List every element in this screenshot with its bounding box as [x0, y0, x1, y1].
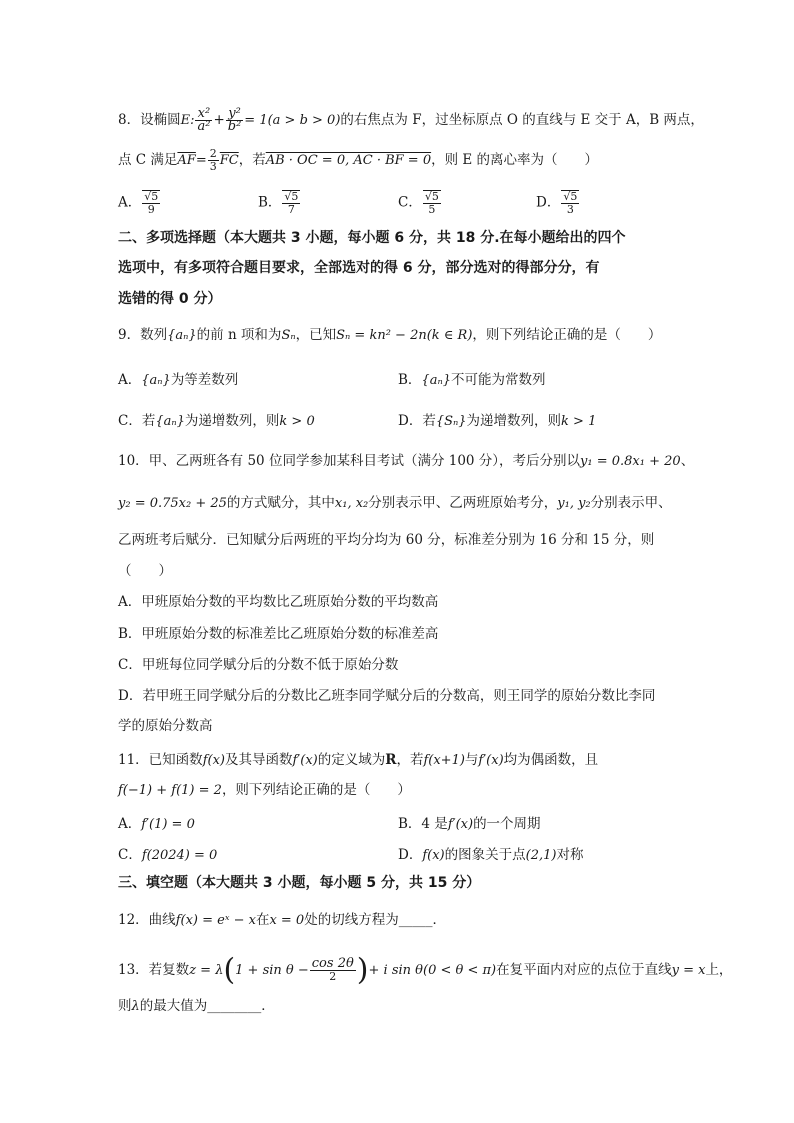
- q8-option-c: C． $\frac{√5}{5}$: [398, 190, 439, 216]
- q10-option-c: C．甲班每位同学赋分后的分数不低于原始分数: [118, 657, 399, 673]
- q9-stem: 9．数列{aₙ}的前 n 项和为Sₙ，已知Sₙ = kn² − 2n(k ∈ R)，则下列结论正确的是（ ）: [118, 327, 662, 343]
- q10-line-2: y₂ = 0.75x₂ + 25的方式赋分，其中x₁, x₂分别表示甲、乙两班原始考分，y₁, y₂分别表示甲、: [118, 495, 672, 511]
- q10-line-1: 10．甲、乙两班各有 50 位同学参加某科目考试（满分 100 分），考后分别以y₁ = 0.8x₁ + 20、: [118, 453, 695, 469]
- q11-line-1: 11．已知函数f(x)及其导函数f′(x)的定义域为R，若f(x+1)与f′(x)均为偶函数，且: [118, 752, 599, 768]
- section-2-heading-line-2: 选项中，有多项符合题目要求，全部选对的得 6 分，部分选对的得部分分，有: [118, 260, 600, 276]
- section-2-heading-line-3: 选错的得 0 分）: [118, 291, 222, 307]
- q9-option-a: A．{aₙ}为等差数列: [118, 372, 239, 388]
- q8-option-a: A． $\frac{√5}{9}$: [118, 190, 159, 216]
- q10-line-4: （ ）: [118, 563, 172, 579]
- fraction-y2-b2: $\frac{\text{y²}}{\text{b²}}$: [227, 106, 242, 134]
- fraction-x2-a2: $\frac{\text{x²}}{\text{a²}}$: [197, 106, 211, 134]
- q10-option-d-line-1: D．若甲班王同学赋分后的分数比乙班李同学赋分后的分数高，则王同学的原始分数比李同: [118, 688, 656, 704]
- q11-option-b: B．4 是f′(x)的一个周期: [398, 816, 541, 832]
- vector-af: $\overline{AF}$: [177, 153, 196, 168]
- q8-line-2: 点 C 满足$\overline{AF}=$ $\frac{2}{3}$ $\overline{FC}$，若AB · OC = 0, AC · BF = 0，则 E 的离心率为（ ）: [118, 147, 599, 173]
- q13-line-1: 13．若复数z = λ(1 + sin θ − $\frac{\cos 2\theta}{2}$ )+ i sin θ(0 < θ < π)在复平面内对应的点位于直线y = x上，: [118, 952, 733, 988]
- q8-option-b: B． $\frac{√5}{7}$: [258, 190, 299, 216]
- q11-line-2: f(−1) + f(1) = 2，则下列结论正确的是（ ）: [118, 782, 411, 798]
- q13-answer-blank[interactable]: ________: [207, 998, 262, 1014]
- q8-option-d: D． $\frac{√5}{3}$: [536, 190, 578, 216]
- q9-option-c: C．若{aₙ}为递增数列，则k > 0: [118, 413, 315, 429]
- section-3-heading: 三、填空题（本大题共 3 小题，每小题 5 分，共 15 分）: [118, 875, 481, 891]
- fraction-two-thirds: $\frac{2}{3}$: [209, 147, 217, 173]
- q11-option-c: C．f(2024) = 0: [118, 847, 218, 863]
- q9-option-d: D．若{Sₙ}为递增数列，则k > 1: [398, 413, 597, 429]
- q12-answer-blank[interactable]: _____: [398, 912, 433, 928]
- q8-number: 8．: [118, 112, 141, 128]
- q10-option-b: B．甲班原始分数的标准差比乙班原始分数的标准差高: [118, 626, 439, 642]
- q12-line: 12．曲线f(x) = eˣ − x在x = 0处的切线方程为_____．: [118, 912, 446, 928]
- q8-line-1: 8．设椭圆E: $\frac{\text{x²}}{\text{a²}}$ + $\frac{\text{y²}}{\text{b²}}$ = 1(a > b > 0)的右焦点为 F，过坐标原点 O 的直线与 E 交于 A，B 两点，: [118, 106, 704, 134]
- section-2-heading-line-1: 二、多项选择题（本大题共 3 小题，每小题 6 分，共 18 分.在每小题给出的四个: [118, 230, 626, 246]
- q10-option-d-line-2: 学的原始分数高: [118, 718, 213, 734]
- q9-option-b: B．{aₙ}不可能为常数列: [398, 372, 546, 388]
- q10-option-a: A．甲班原始分数的平均数比乙班原始分数的平均数高: [118, 594, 439, 610]
- q13-line-2: 则λ的最大值为________．: [118, 998, 275, 1014]
- q11-option-a: A．f′(1) = 0: [118, 816, 195, 832]
- vector-fc: $\overline{FC}$: [219, 153, 239, 168]
- q10-line-3: 乙两班考后赋分．已知赋分后两班的平均分均为 60 分，标准差分别为 16 分和 15 分，则: [118, 532, 655, 548]
- q11-option-d: D．f(x)的图象关于点(2,1)对称: [398, 847, 584, 863]
